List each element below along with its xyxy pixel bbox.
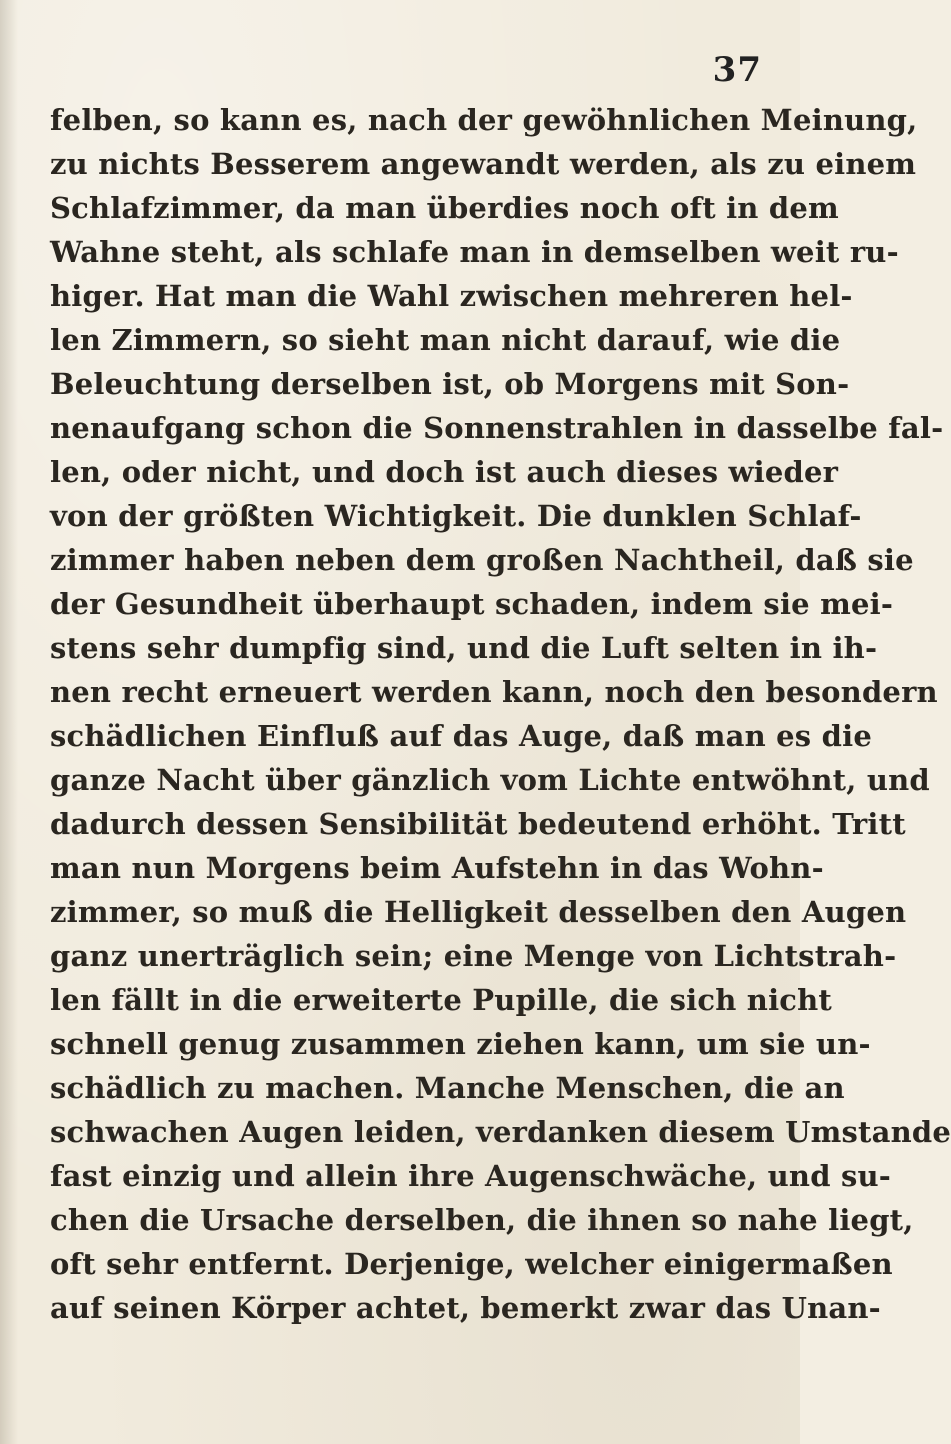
text-line: fast einzig und allein ihre Augenschwäche, und su- xyxy=(50,1159,892,1193)
text-line: len Zimmern, so sieht man nicht darauf, wie die xyxy=(50,323,841,357)
text-line: len fällt in die erweiterte Pupille, die sich nicht xyxy=(50,983,833,1017)
text-line: felben, so kann es, nach der gewöhnlichen Meinung, xyxy=(50,103,918,137)
text-line: chen die Ursache derselben, die ihnen so nahe liegt, xyxy=(50,1203,914,1237)
text-line: schwachen Augen leiden, verdanken diesem Umstande xyxy=(50,1115,951,1149)
text-line: zu nichts Besserem angewandt werden, als zu einem xyxy=(50,147,917,181)
text-line: oft sehr entfernt. Derjenige, welcher einigermaßen xyxy=(50,1247,893,1281)
text-line: ganz unerträglich sein; eine Menge von Lichtstrah- xyxy=(50,939,897,973)
text-line: von der größten Wichtigkeit. Die dunklen Schlaf- xyxy=(50,499,862,533)
text-line: schädlich zu machen. Manche Menschen, die an xyxy=(50,1071,845,1105)
text-line: len, oder nicht, und doch ist auch dieses wieder xyxy=(50,455,839,489)
text-line: schnell genug zusammen ziehen kann, um sie un- xyxy=(50,1027,871,1061)
text-line: nen recht erneuert werden kann, noch den besondern xyxy=(50,675,938,709)
text-line: Schlafzimmer, da man überdies noch oft in dem xyxy=(50,191,839,225)
text-line: stens sehr dumpfig sind, und die Luft selten in ih- xyxy=(50,631,878,665)
text-line: Beleuchtung derselben ist, ob Morgens mit Son- xyxy=(50,367,850,401)
text-line: auf seinen Körper achtet, bemerkt zwar das Unan- xyxy=(50,1291,881,1325)
body-text xyxy=(50,98,951,1330)
text-line: Wahne steht, als schlafe man in demselben weit ru- xyxy=(50,235,899,269)
text-line: nenaufgang schon die Sonnenstrahlen in dasselbe fal- xyxy=(50,411,944,445)
text-line: der Gesundheit überhaupt schaden, indem sie mei- xyxy=(50,587,894,621)
text-line: higer. Hat man die Wahl zwischen mehreren hel- xyxy=(50,279,853,313)
text-line: zimmer haben neben dem großen Nachtheil, daß sie xyxy=(50,543,914,577)
page-number: 37 xyxy=(712,50,762,90)
text-line: ganze Nacht über gänzlich vom Lichte entwöhnt, und xyxy=(50,763,930,797)
text-line: zimmer, so muß die Helligkeit desselben den Augen xyxy=(50,895,907,929)
text-line: schädlichen Einfluß auf das Auge, daß man es die xyxy=(50,719,872,753)
text-line: dadurch dessen Sensibilität bedeutend erhöht. Tritt xyxy=(50,807,906,841)
text-line: man nun Morgens beim Aufstehn in das Wohn- xyxy=(50,851,824,885)
page-gutter-shadow xyxy=(0,0,18,1444)
